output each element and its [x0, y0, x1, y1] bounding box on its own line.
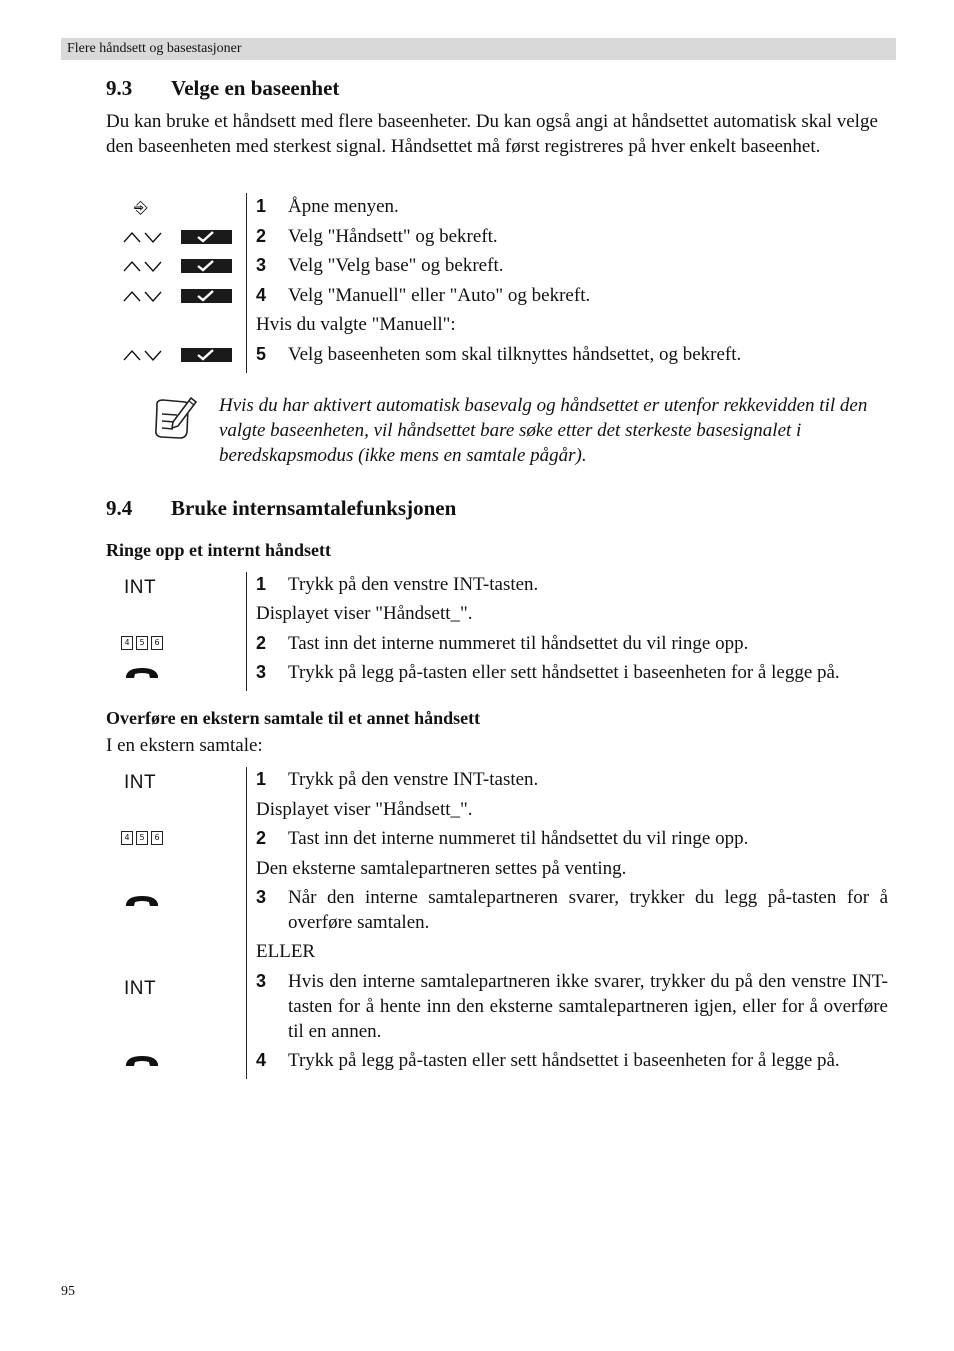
hang-up-icon	[125, 894, 159, 908]
steps-9-3	[106, 193, 896, 373]
steps-ringe-opp	[106, 572, 896, 691]
step-number: 2	[256, 226, 267, 246]
section-title: Bruke internsamtalefunksjonen	[171, 496, 457, 520]
int-key-icon: INT	[124, 577, 157, 598]
hang-up-icon	[125, 1054, 159, 1068]
step-divider-line	[246, 193, 247, 373]
up-down-arrows-icon	[122, 288, 164, 304]
steps-overfore	[106, 767, 896, 1079]
step-text: ELLER	[256, 941, 316, 962]
ok-key-icon	[181, 348, 232, 362]
step-icons	[106, 224, 241, 249]
subsection-heading: Overføre en ekstern samtale til et annet håndsett	[106, 708, 481, 728]
step-icons	[106, 973, 241, 998]
section-heading-9-3	[106, 76, 339, 101]
step-icons	[106, 194, 241, 219]
up-down-arrows-icon	[122, 258, 164, 274]
step-number: 2	[256, 633, 267, 653]
up-down-arrows-icon	[122, 347, 164, 363]
ok-key-icon	[181, 230, 232, 244]
digit-key: 4	[121, 636, 133, 650]
step-text: Når den interne samtalepartneren svarer, trykker du legg på-tasten for å overføre samtalen.	[288, 887, 888, 933]
step-number: 3	[256, 255, 267, 275]
step-number: 4	[256, 1050, 267, 1070]
number-keys-icon	[121, 831, 166, 856]
digit-key: 6	[151, 831, 163, 845]
step-text: Hvis den interne samtalepartneren ikke svarer, trykker du på den venstre INT-tasten for å hente inn den eksterne samtalepartneren igjen, eller for å overføre til en annen.	[288, 971, 888, 1042]
running-header: Flere håndsett og basestasjoner	[61, 38, 896, 60]
digit-key: 5	[136, 831, 148, 845]
step-number: 4	[256, 285, 267, 305]
step-text: Velg "Velg base" og bekreft.	[288, 255, 504, 276]
subsection-intro: I en ekstern samtale:	[106, 735, 263, 756]
step-text: Trykk på legg på-tasten eller sett håndsettet i baseenheten for å legge på.	[288, 1050, 840, 1071]
step-text: Den eksterne samtalepartneren settes på venting.	[256, 858, 627, 879]
step-icons	[106, 826, 241, 851]
step-number: 3	[256, 887, 267, 907]
step-number: 5	[256, 344, 267, 364]
hang-up-icon	[125, 666, 159, 680]
section-heading-9-4	[106, 496, 456, 521]
note-pencil-icon	[151, 394, 199, 444]
step-text: Velg baseenheten som skal tilknyttes håndsettet, og bekreft.	[288, 344, 742, 365]
step-icons	[106, 631, 241, 656]
step-number: 1	[256, 769, 267, 789]
digit-key: 6	[151, 636, 163, 650]
step-icons	[106, 572, 241, 597]
step-icons	[106, 1048, 241, 1073]
step-number: 2	[256, 828, 267, 848]
step-number: 1	[256, 574, 267, 594]
section-number: 9.3	[106, 76, 133, 100]
up-down-arrows-icon	[122, 229, 164, 245]
step-text: Velg "Manuell" eller "Auto" og bekreft.	[288, 285, 591, 306]
step-text: Hvis du valgte "Manuell":	[256, 314, 456, 335]
number-keys-icon	[121, 636, 166, 661]
step-text: Displayet viser "Håndsett_".	[256, 603, 473, 624]
int-key-icon: INT	[124, 978, 157, 999]
step-icons	[106, 283, 241, 308]
step-text: Tast inn det interne nummeret til håndsettet du vil ringe opp.	[288, 633, 749, 654]
ok-key-icon	[181, 259, 232, 273]
subsection-heading: Ringe opp et internt håndsett	[106, 540, 332, 560]
ok-key-icon	[181, 289, 232, 303]
menu-icon: ⎆	[134, 198, 148, 218]
section-intro: Du kan bruke et håndsett med flere baseenheter. Du kan også angi at håndsettet automatisk skal velge den baseenheten med sterkest signal. Håndsettet må først registreres på hver enkelt baseenhet.	[106, 111, 878, 157]
step-icons	[106, 253, 241, 278]
step-text: Displayet viser "Håndsett_".	[256, 799, 473, 820]
note-text: Hvis du har aktivert automatisk basevalg og håndsettet er utenfor rekkevidden til den valgte baseenheten, vil håndsettet bare søke etter det sterkeste basesignalet i beredskapsmodus (ikke mens en samtale pågår).	[219, 395, 868, 466]
digit-key: 5	[136, 636, 148, 650]
step-icons	[106, 767, 241, 792]
section-number: 9.4	[106, 496, 133, 520]
step-text: Velg "Håndsett" og bekreft.	[288, 226, 498, 247]
step-text: Trykk på legg på-tasten eller sett håndsettet i baseenheten for å legge på.	[288, 662, 840, 683]
step-icons	[106, 888, 241, 913]
step-divider-line	[246, 767, 247, 1079]
step-icons	[106, 660, 241, 685]
step-number: 1	[256, 196, 267, 216]
int-key-icon: INT	[124, 772, 157, 793]
step-text: Trykk på den venstre INT-tasten.	[288, 769, 539, 790]
step-number: 3	[256, 971, 267, 991]
step-number: 3	[256, 662, 267, 682]
step-text: Åpne menyen.	[288, 196, 399, 217]
step-divider-line	[246, 572, 247, 691]
step-text: Trykk på den venstre INT-tasten.	[288, 574, 539, 595]
step-icons	[106, 342, 241, 367]
page-number: 95	[61, 1284, 75, 1299]
digit-key: 4	[121, 831, 133, 845]
section-title: Velge en baseenhet	[171, 76, 340, 100]
step-text: Tast inn det interne nummeret til håndsettet du vil ringe opp.	[288, 828, 749, 849]
